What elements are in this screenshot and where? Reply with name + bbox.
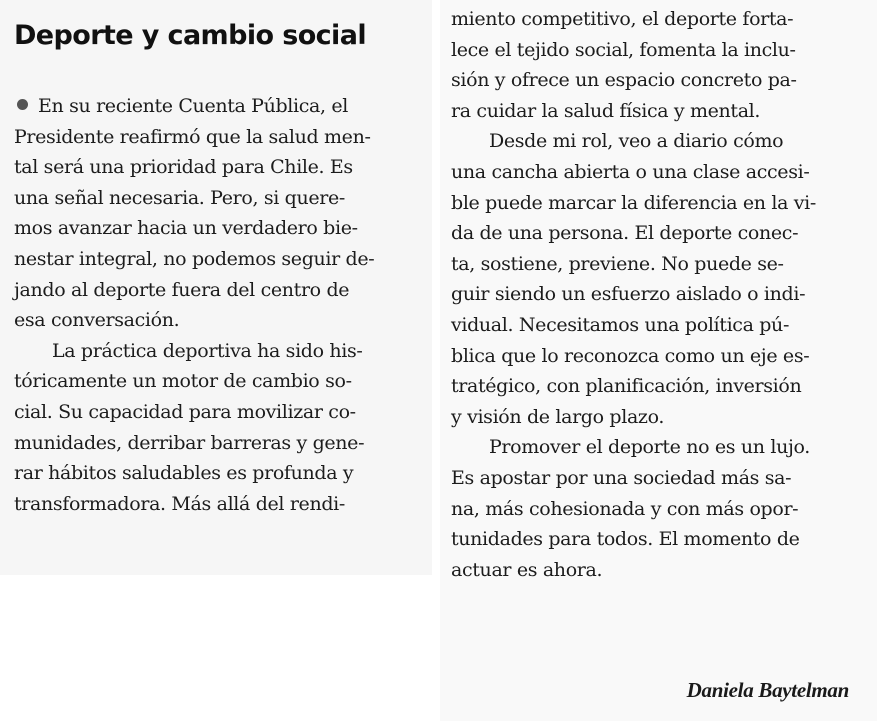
text-line: tunidades para todos. El momento de: [451, 528, 800, 551]
text-line: una señal necesaria. Pero, si quere-: [14, 186, 345, 209]
text-line: transformadora. Más allá del rendi-: [14, 492, 345, 515]
article-title: Deporte y cambio social: [14, 20, 366, 51]
text-line: Es apostar por una sociedad más sa-: [451, 466, 792, 489]
text-line: guir siendo un esfuerzo aislado o indi-: [451, 283, 806, 306]
text-line: tratégico, con planificación, inversión: [451, 375, 802, 398]
text-line: una cancha abierta o una clase accesi-: [451, 160, 810, 183]
text-line: La práctica deportiva ha sido his-: [52, 339, 363, 362]
text-line: ta, sostiene, previene. No puede se-: [451, 252, 784, 275]
text-line-content: En su reciente Cuenta Pública, el: [38, 95, 349, 117]
text-line: y visión de largo plazo.: [451, 405, 665, 428]
left-column-text: [14, 91, 374, 519]
author-signature: Daniela Baytelman: [686, 678, 849, 702]
text-line: blica que lo reconozca como un eje es-: [451, 344, 810, 367]
text-line: vidual. Necesitamos una política pú-: [451, 313, 790, 336]
text-line: ble puede marcar la diferencia en la vi-: [451, 191, 816, 214]
text-line: sión y ofrece un espacio concreto pa-: [451, 69, 797, 92]
text-line: miento competitivo, el deporte forta-: [451, 8, 794, 30]
bullet-icon: [17, 99, 28, 110]
text-line: mos avanzar hacia un verdadero bie-: [14, 217, 358, 240]
text-line: jando al deporte fuera del centro de: [14, 278, 350, 301]
text-line: rar hábitos saludables es profunda y: [14, 462, 354, 485]
text-line: actuar es ahora.: [451, 558, 603, 581]
text-line: esa conversación.: [14, 309, 180, 332]
text-line: munidades, derribar barreras y gene-: [14, 431, 365, 454]
text-line: lece el tejido social, fomenta la inclu-: [451, 38, 796, 61]
text-line: na, más cohesionada y con más opor-: [451, 497, 799, 520]
text-line: da de una persona. El deporte conec-: [451, 222, 799, 245]
right-column-text: [451, 4, 816, 585]
text-line: tóricamente un motor de cambio so-: [14, 370, 352, 393]
text-line: Desde mi rol, veo a diario cómo: [489, 130, 784, 153]
text-line: tal será una prioridad para Chile. Es: [14, 156, 353, 179]
text-line: nestar integral, no podemos seguir de-: [14, 247, 375, 270]
text-line: [14, 91, 374, 122]
text-line: Presidente reafirmó que la salud men-: [14, 125, 371, 148]
text-line: cial. Su capacidad para movilizar co-: [14, 400, 356, 423]
text-line: Promover el deporte no es un lujo.: [489, 436, 810, 459]
text-line: ra cuidar la salud física y mental.: [451, 99, 761, 122]
